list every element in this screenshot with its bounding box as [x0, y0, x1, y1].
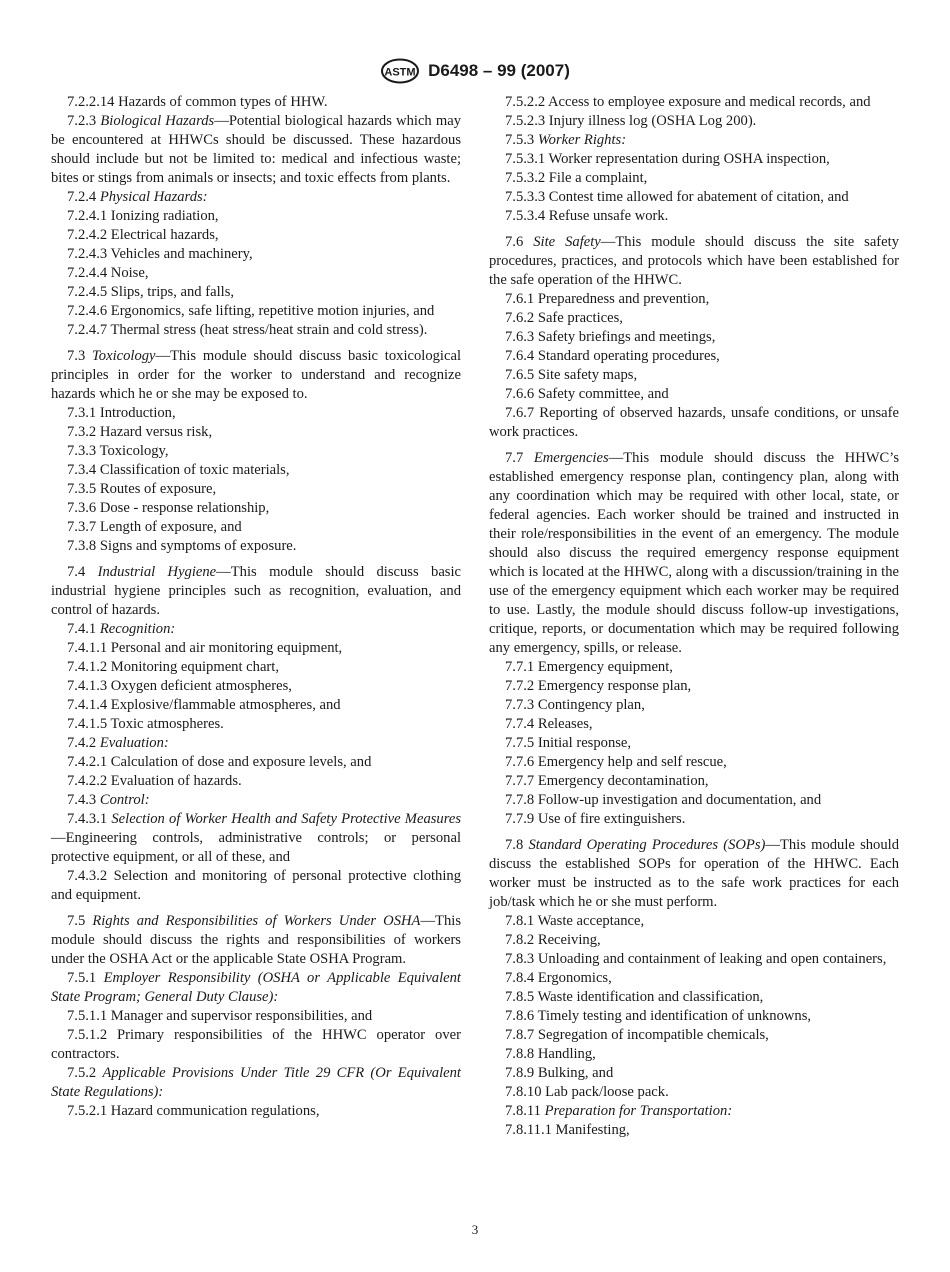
paragraph: 7.3.4 Classification of toxic materials, — [67, 462, 290, 478]
paragraph: 7.5.2.3 Injury illness log (OSHA Log 200). — [505, 113, 757, 129]
paragraph: 7.2.4.3 Vehicles and machinery, — [67, 246, 253, 262]
paragraph: 7.5.1.1 Manager and supervisor responsibilities, and — [67, 1008, 373, 1024]
paragraph: 7.4.3.1 Selection of Worker Health and Safety Protective Measures—Engineering controls, administrative controls; or personal protective equipment, or all of these, and — [51, 811, 462, 865]
paragraph: 7.5 Rights and Responsibilities of Workers Under OSHA—This module should discuss the rights and responsibilities of workers under the OSHA Act or the applicable State OSHA Program. — [51, 913, 461, 967]
paragraph: 7.5.3.2 File a complaint, — [505, 170, 648, 186]
paragraph: 7.4.2 Evaluation: — [67, 735, 169, 751]
paragraph: 7.8.9 Bulking, and — [505, 1065, 614, 1081]
paragraph: 7.6.4 Standard operating procedures, — [505, 348, 720, 364]
paragraph: 7.7 Emergencies—This module should discuss the HHWC’s established emergency response plan, contingency plan, along with any coordination which may be required with other local, state, or federal agencies. Each worker should be trained and instructed in their role/responsibilities in the event of an emergency. The module should also discuss the required emergency response equipment which is located at the HHWC, along with a discussion/training in the use of the emergency equipment which each worker may be required to use. Lastly, the module should discuss follow-up investigations, critique, reports, or documentation which may be required following any emergency, spills, or release. — [489, 450, 900, 656]
paragraph: 7.4.3 Control: — [67, 792, 150, 808]
paragraph: 7.4.2.1 Calculation of dose and exposure levels, and — [67, 754, 372, 770]
paragraph: 7.4.1.2 Monitoring equipment chart, — [67, 659, 279, 675]
left-column — [51, 93, 461, 1121]
astm-logo-icon — [380, 58, 420, 84]
page-header — [0, 58, 950, 84]
right-column — [489, 93, 899, 1140]
paragraph: 7.5.1 Employer Responsibility (OSHA or Applicable Equivalent State Program; General Duty Clause): — [51, 970, 461, 1005]
paragraph: 7.8.5 Waste identification and classification, — [505, 989, 764, 1005]
paragraph: 7.4.2.2 Evaluation of hazards. — [67, 773, 242, 789]
paragraph: 7.5.3.3 Contest time allowed for abatement of citation, and — [505, 189, 849, 205]
paragraph: 7.3.6 Dose - response relationship, — [67, 500, 270, 516]
paragraph: 7.5.2 Applicable Provisions Under Title 29 CFR (Or Equivalent State Regulations): — [51, 1065, 461, 1100]
paragraph: 7.6.6 Safety committee, and — [505, 386, 669, 402]
paragraph: 7.5.3 Worker Rights: — [505, 132, 627, 148]
paragraph: 7.6 Site Safety—This module should discuss the site safety procedures, practices, and protocols which have been established for the safe operation of the HHWC. — [489, 234, 899, 288]
paragraph: 7.6.1 Preparedness and prevention, — [505, 291, 710, 307]
paragraph: 7.3 Toxicology—This module should discuss basic toxicological principles in order for the worker to understand and recognize hazards which he or she may be exposed to. — [51, 348, 462, 402]
paragraph: 7.4.1 Recognition: — [67, 621, 176, 637]
paragraph: 7.4 Industrial Hygiene—This module should discuss basic industrial hygiene principles such as recognition, evaluation, and control of hazards. — [51, 564, 462, 618]
paragraph: 7.8 Standard Operating Procedures (SOPs)—This module should discuss the established SOPs for operation of the HHWC. Each worker must be instructed as to the safe work practices for each job/task which he or she must perform. — [489, 837, 899, 910]
paragraph: 7.7.9 Use of fire extinguishers. — [505, 811, 686, 827]
paragraph: 7.2.4.5 Slips, trips, and falls, — [67, 284, 235, 300]
paragraph: 7.8.11 Preparation for Transportation: — [505, 1103, 733, 1119]
paragraph: 7.8.3 Unloading and containment of leaking and open containers, — [505, 951, 887, 967]
paragraph: 7.4.1.4 Explosive/flammable atmospheres, and — [67, 697, 341, 713]
paragraph: 7.5.1.2 Primary responsibilities of the HHWC operator over contractors. — [51, 1027, 461, 1062]
paragraph: 7.8.6 Timely testing and identification of unknowns, — [505, 1008, 812, 1024]
paragraph: 7.7.3 Contingency plan, — [505, 697, 645, 713]
paragraph: 7.3.5 Routes of exposure, — [67, 481, 217, 497]
paragraph: 7.2.4.2 Electrical hazards, — [67, 227, 219, 243]
designation: D6498 – 99 (2007) — [428, 61, 570, 80]
paragraph: 7.7.8 Follow-up investigation and documentation, and — [505, 792, 822, 808]
paragraph: 7.2.4.1 Ionizing radiation, — [67, 208, 219, 224]
logo-text: ASTM — [384, 66, 416, 79]
paragraph: 7.7.7 Emergency decontamination, — [505, 773, 709, 789]
paragraph: 7.5.3.4 Refuse unsafe work. — [505, 208, 669, 224]
page-number: 3 — [471, 1222, 479, 1237]
paragraph: 7.2.4.4 Noise, — [67, 265, 149, 281]
paragraph: 7.8.4 Ergonomics, — [505, 970, 612, 986]
paragraph: 7.8.8 Handling, — [505, 1046, 596, 1062]
paragraph: 7.5.2.2 Access to employee exposure and medical records, and — [505, 94, 871, 110]
paragraph: 7.7.4 Releases, — [505, 716, 593, 732]
paragraph: 7.7.2 Emergency response plan, — [505, 678, 692, 694]
paragraph: 7.7.1 Emergency equipment, — [505, 659, 673, 675]
paragraph: 7.3.8 Signs and symptoms of exposure. — [67, 538, 297, 554]
paragraph: 7.8.11.1 Manifesting, — [505, 1122, 630, 1138]
paragraph: 7.3.3 Toxicology, — [67, 443, 169, 459]
paragraph: 7.6.7 Reporting of observed hazards, unsafe conditions, or unsafe work practices. — [489, 405, 899, 440]
paragraph: 7.4.1.5 Toxic atmospheres. — [67, 716, 224, 732]
paragraph: 7.2.4.6 Ergonomics, safe lifting, repetitive motion injuries, and — [67, 303, 435, 319]
paragraph: 7.2.4 Physical Hazards: — [67, 189, 208, 205]
paragraph: 7.8.7 Segregation of incompatible chemicals, — [505, 1027, 769, 1043]
paragraph: 7.3.7 Length of exposure, and — [67, 519, 242, 535]
paragraph: 7.8.10 Lab pack/loose pack. — [505, 1084, 669, 1100]
paragraph: 7.7.5 Initial response, — [505, 735, 632, 751]
paragraph: 7.6.2 Safe practices, — [505, 310, 623, 326]
paragraph: 7.5.3.1 Worker representation during OSHA inspection, — [505, 151, 830, 167]
paragraph: 7.4.1.1 Personal and air monitoring equipment, — [67, 640, 343, 656]
paragraph: 7.2.2.14 Hazards of common types of HHW. — [67, 94, 328, 110]
paragraph: 7.5.2.1 Hazard communication regulations, — [67, 1103, 320, 1119]
paragraph: 7.3.2 Hazard versus risk, — [67, 424, 213, 440]
paragraph: 7.2.4.7 Thermal stress (heat stress/heat strain and cold stress). — [67, 322, 428, 338]
paragraph: 7.7.6 Emergency help and self rescue, — [505, 754, 727, 770]
paragraph: 7.8.2 Receiving, — [505, 932, 601, 948]
paragraph: 7.2.3 Biological Hazards—Potential biological hazards which may be encountered at HHWCs should be discussed. These hazardous should include but not be limited to: medical and infectious waste; bites or stings from animals or insects; and toxic effects from plants. — [51, 113, 461, 186]
paragraph: 7.6.3 Safety briefings and meetings, — [505, 329, 716, 345]
paragraph: 7.4.3.2 Selection and monitoring of personal protective clothing and equipment. — [51, 868, 461, 903]
paragraph: 7.4.1.3 Oxygen deficient atmospheres, — [67, 678, 292, 694]
paragraph: 7.6.5 Site safety maps, — [505, 367, 638, 383]
paragraph: 7.3.1 Introduction, — [67, 405, 176, 421]
paragraph: 7.8.1 Waste acceptance, — [505, 913, 645, 929]
